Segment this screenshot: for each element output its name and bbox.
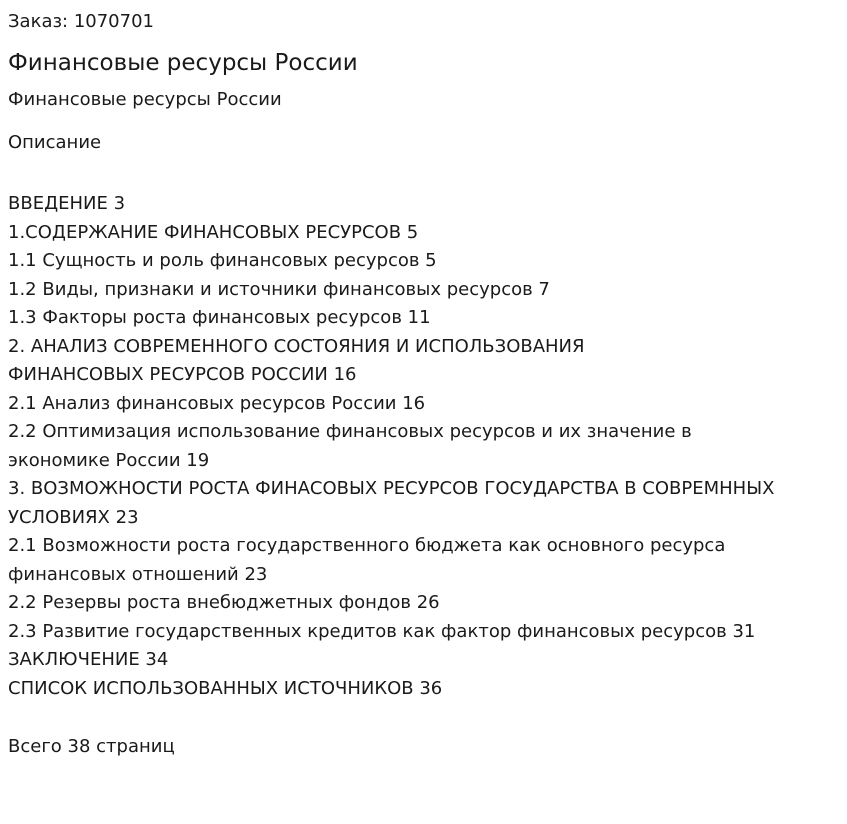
toc-line: СПИСОК ИСПОЛЬЗОВАННЫХ ИСТОЧНИКОВ 36 <box>8 677 443 699</box>
toc-line: ФИНАНСОВЫХ РЕСУРСОВ РОССИИ 16 <box>8 364 357 385</box>
toc-line: ЗАКЛЮЧЕНИЕ 34 <box>8 649 169 670</box>
description-label: Описание <box>8 132 102 153</box>
toc-line: 2. АНАЛИЗ СОВРЕМЕННОГО СОСТОЯНИЯ И ИСПОЛЬЗОВАНИЯ <box>8 335 585 357</box>
toc-line: 2.1 Анализ финансовых ресурсов России 16 <box>8 392 426 414</box>
page-subtitle: Финансовые ресурсы России <box>8 89 282 110</box>
toc-line: 1.3 Факторы роста финансовых ресурсов 11 <box>8 307 431 328</box>
order-number: Заказ: 1070701 <box>8 11 154 32</box>
table-of-contents <box>8 190 840 703</box>
page-title: Финансовые ресурсы России <box>8 50 358 76</box>
toc-line: 1.1 Сущность и роль финансовых ресурсов 5 <box>8 250 437 271</box>
total-pages: Всего 38 страниц <box>8 736 175 757</box>
toc-line: 3. ВОЗМОЖНОСТИ РОСТА ФИНАСОВЫХ РЕСУРСОВ ГОСУДАРСТВА В СОВРЕМННЫХ <box>8 478 775 499</box>
toc-line: 1.2 Виды, признаки и источники финансовых ресурсов 7 <box>8 278 550 300</box>
toc-line: 2.2 Оптимизация использование финансовых ресурсов и их значение в <box>8 421 692 442</box>
toc-line: экономике России 19 <box>8 449 210 471</box>
toc-line: 2.3 Развитие государственных кредитов как фактор финансовых ресурсов 31 <box>8 620 756 642</box>
toc-line: 2.2 Резервы роста внебюджетных фондов 26 <box>8 592 440 613</box>
toc-line: финансовых отношений 23 <box>8 563 268 585</box>
toc-line: УСЛОВИЯХ 23 <box>8 506 139 528</box>
toc-line: 1.СОДЕРЖАНИЕ ФИНАНСОВЫХ РЕСУРСОВ 5 <box>8 221 419 243</box>
toc-line: 2.1 Возможности роста государственного бюджета как основного ресурса <box>8 535 726 556</box>
toc-line: ВВЕДЕНИЕ 3 <box>8 193 126 214</box>
